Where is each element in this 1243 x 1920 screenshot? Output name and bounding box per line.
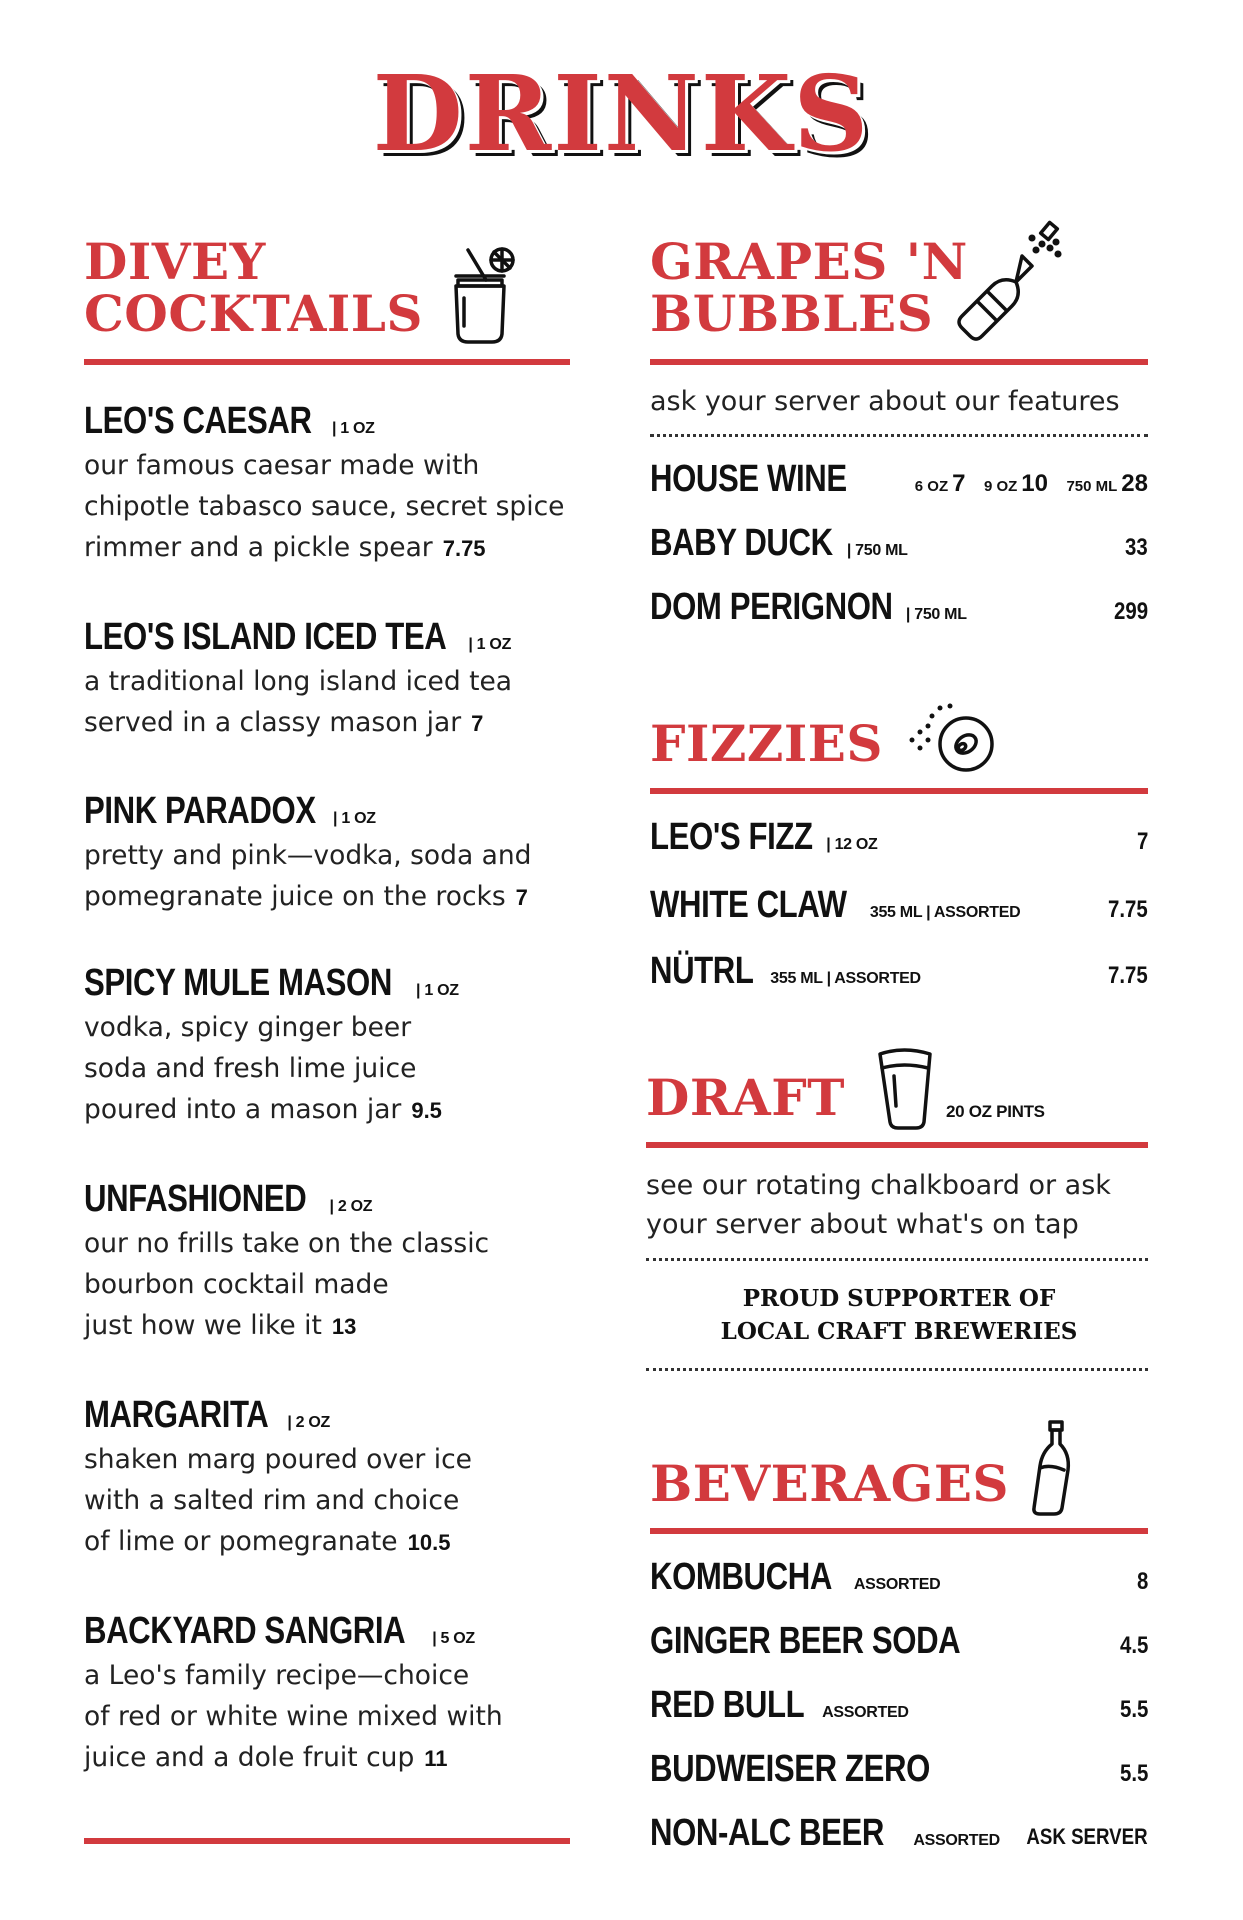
beverages-heading: BEVERAGES bbox=[650, 1454, 1010, 1513]
grapes-rule bbox=[650, 359, 1148, 365]
list-item: BUDWEISER ZERO 5.5 bbox=[650, 1748, 1148, 1790]
fizzies-rule bbox=[650, 788, 1148, 794]
list-item: SPICY MULE MASON | 1 OZ vodka, spicy ginger beer soda and fresh lime juice poured into a mason jar 9.5 bbox=[84, 962, 459, 1125]
grapes-note: ask your server about our features bbox=[650, 386, 1120, 417]
draft-pints-label: 20 OZ PINTS bbox=[946, 1102, 1045, 1121]
draft-heading: DRAFT bbox=[646, 1068, 845, 1127]
list-item: HOUSE WINE 6 OZ 7 9 OZ 10 750 ML 28 bbox=[650, 458, 1148, 500]
grapes-heading: GRAPES 'N BUBBLES bbox=[650, 232, 968, 343]
draft-note: see our rotating chalkboard or ask your server about what's on tap bbox=[646, 1170, 1111, 1240]
draft-rule bbox=[646, 1142, 1148, 1148]
craft-breweries-note: PROUD SUPPORTER OF LOCAL CRAFT BREWERIES bbox=[720, 1285, 1078, 1345]
list-item: UNFASHIONED | 2 OZ our no frills take on the classic bourbon cocktail made just how we like it 13 bbox=[84, 1178, 490, 1341]
grapes-dotted-rule bbox=[650, 434, 1148, 437]
list-item: WHITE CLAW 355 ML | ASSORTED 7.75 bbox=[650, 884, 1148, 926]
beverages-rule bbox=[650, 1528, 1148, 1534]
list-item: LEO'S FIZZ | 12 OZ 7 bbox=[650, 816, 1148, 858]
list-item: GINGER BEER SODA 4.5 bbox=[650, 1620, 1148, 1662]
list-item: BABY DUCK | 750 ML 33 bbox=[650, 522, 1148, 564]
cocktails-bottom-rule bbox=[84, 1838, 570, 1844]
list-item: DOM PERIGNON | 750 ML 299 bbox=[650, 586, 1148, 628]
pint-glass-icon bbox=[874, 1046, 938, 1130]
list-item: KOMBUCHA ASSORTED 8 bbox=[650, 1556, 1148, 1598]
bottle-icon bbox=[1022, 1418, 1078, 1518]
list-item: MARGARITA | 2 OZ shaken marg poured over ice with a salted rim and choice of lime or pomegranate 10.5 bbox=[84, 1394, 472, 1557]
mason-jar-cocktail-icon bbox=[446, 246, 526, 346]
fizzies-heading: FIZZIES bbox=[650, 714, 883, 773]
draft-dotted-rule-2 bbox=[646, 1368, 1148, 1371]
page-title: DRINKS bbox=[372, 52, 871, 175]
house-wine-sizes: 6 OZ 7 9 OZ 10 750 ML 28 bbox=[914, 470, 1148, 497]
list-item: BACKYARD SANGRIA | 5 OZ a Leo's family recipe—choice of red or white wine mixed with juice and a dole fruit cup 11 bbox=[84, 1610, 503, 1773]
list-item: RED BULL ASSORTED 5.5 bbox=[650, 1684, 1148, 1726]
cocktails-heading: DIVEY COCKTAILS bbox=[84, 232, 424, 343]
list-item: PINK PARADOX | 1 OZ pretty and pink—vodka, soda and pomegranate juice on the rocks 7 bbox=[84, 790, 532, 912]
list-item: NON-ALC BEER ASSORTED ASK SERVER bbox=[650, 1812, 1148, 1854]
draft-dotted-rule bbox=[646, 1258, 1148, 1261]
list-item: LEO'S CAESAR | 1 OZ our famous caesar made with chipotle tabasco sauce, secret spice rimmer and a pickle spear 7.75 bbox=[84, 400, 565, 563]
list-item: LEO'S ISLAND ICED TEA | 1 OZ a traditional long island iced tea served in a classy mason jar 7 bbox=[84, 616, 512, 738]
cocktails-rule bbox=[84, 359, 570, 365]
champagne-bottle-icon bbox=[952, 216, 1072, 346]
list-item: NÜTRL 355 ML | ASSORTED 7.75 bbox=[650, 950, 1148, 992]
soda-can-icon bbox=[902, 696, 998, 776]
